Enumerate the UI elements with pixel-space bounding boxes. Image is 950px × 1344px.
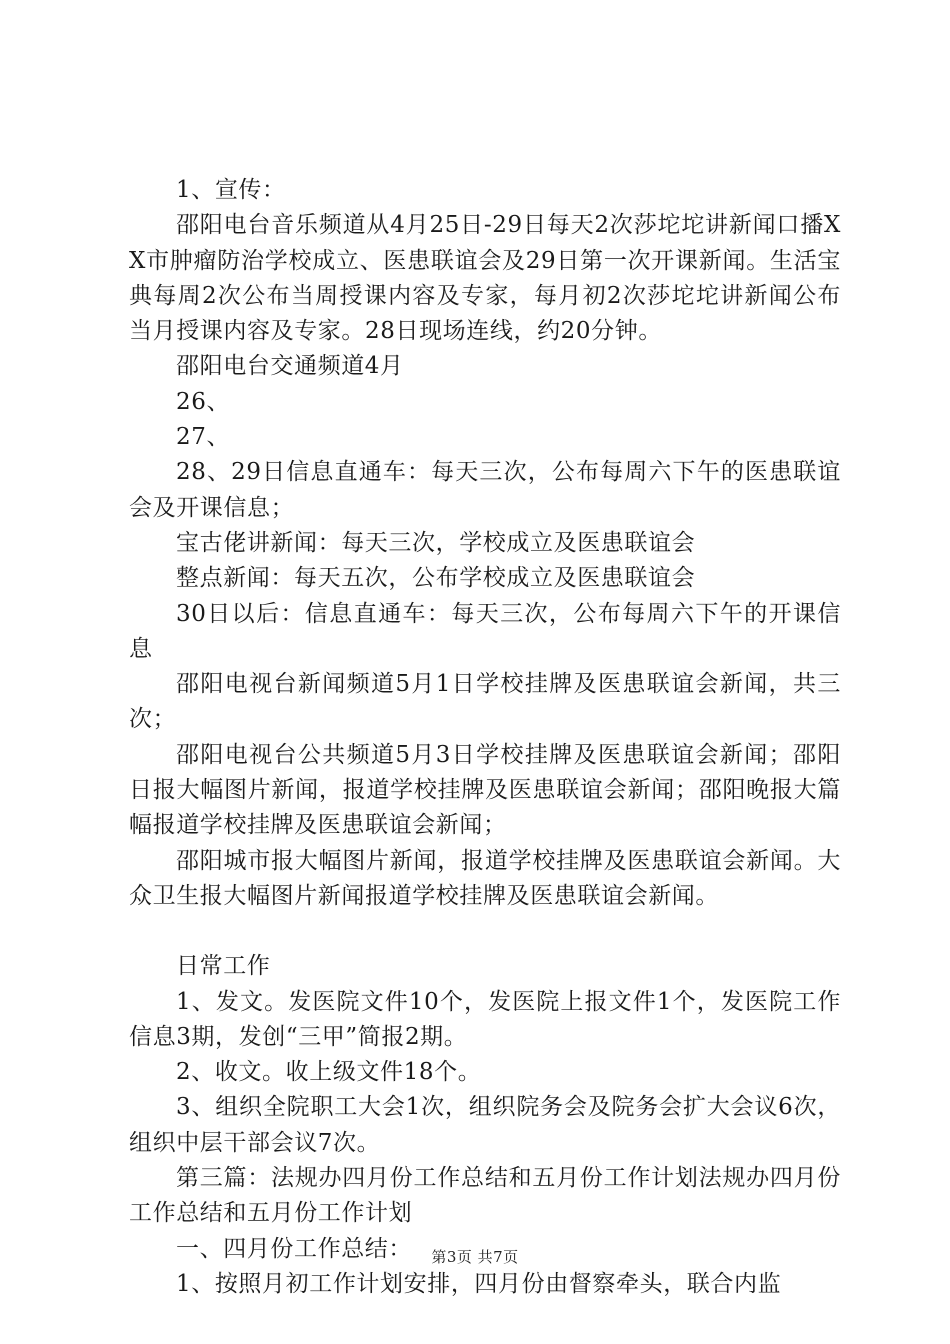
paragraph: 邵阳电台音乐频道从4月25日-29日每天2次莎坨坨讲新闻口播XX市肿瘤防治学校成立、医患联谊会及29日第一次开课新闻。生活宝典每周2次公布当周授课内容及专家，每月初2次莎坨坨讲新闻公布当月授课内容及专家。28日现场连线，约20分钟。 [129, 212, 841, 345]
paragraph: 28、29日信息直通车：每天三次，公布每周六下午的医患联谊会及开课信息； [129, 459, 841, 521]
paragraph: 邵阳城市报大幅图片新闻，报道学校挂牌及医患联谊会新闻。大众卫生报大幅图片新闻报道学校挂牌及医患联谊会新闻。 [129, 847, 841, 909]
paragraph: 整点新闻：每天五次，公布学校成立及医患联谊会 [176, 565, 696, 592]
paragraph: 1、发文。发医院文件10个，发医院上报文件1个，发医院工作信息3期，发创“三甲”简报2期。 [129, 988, 841, 1050]
paragraph: 宝古佬讲新闻：每天三次，学校成立及医患联谊会 [176, 529, 696, 556]
paragraph: 一、四月份工作总结： [176, 1235, 412, 1262]
section-heading: 日常工作 [176, 953, 271, 980]
section-gap [129, 914, 841, 949]
paragraph: 26、 [176, 388, 231, 415]
paragraph: 1、宣传： [176, 177, 286, 203]
paragraph: 27、 [176, 424, 231, 451]
paragraph: 邵阳电台交通频道4月 [176, 353, 404, 380]
page-footer: 第3页 共7页 [431, 1248, 519, 1266]
paragraph: 30日以后：信息直通车：每天三次，公布每周六下午的开课信息 [129, 600, 841, 662]
paragraph: 3、组织全院职工大会1次，组织院务会及院务会扩大会议6次，组织中层干部会议7次。 [129, 1094, 841, 1156]
paragraph: 邵阳电视台新闻频道5月1日学校挂牌及医患联谊会新闻，共三次； [129, 671, 841, 733]
document-body [129, 173, 841, 1302]
paragraph: 1、按照月初工作计划安排，四月份由督察牵头，联合内监 [176, 1270, 782, 1297]
paragraph: 2、收文。收上级文件18个。 [176, 1059, 482, 1086]
paragraph: 邵阳电视台公共频道5月3日学校挂牌及医患联谊会新闻；邵阳日报大幅图片新闻，报道学校挂牌及医患联谊会新闻；邵阳晚报大篇幅报道学校挂牌及医患联谊会新闻； [129, 741, 841, 839]
paragraph: 第三篇：法规办四月份工作总结和五月份工作计划法规办四月份工作总结和五月份工作计划 [129, 1165, 841, 1227]
